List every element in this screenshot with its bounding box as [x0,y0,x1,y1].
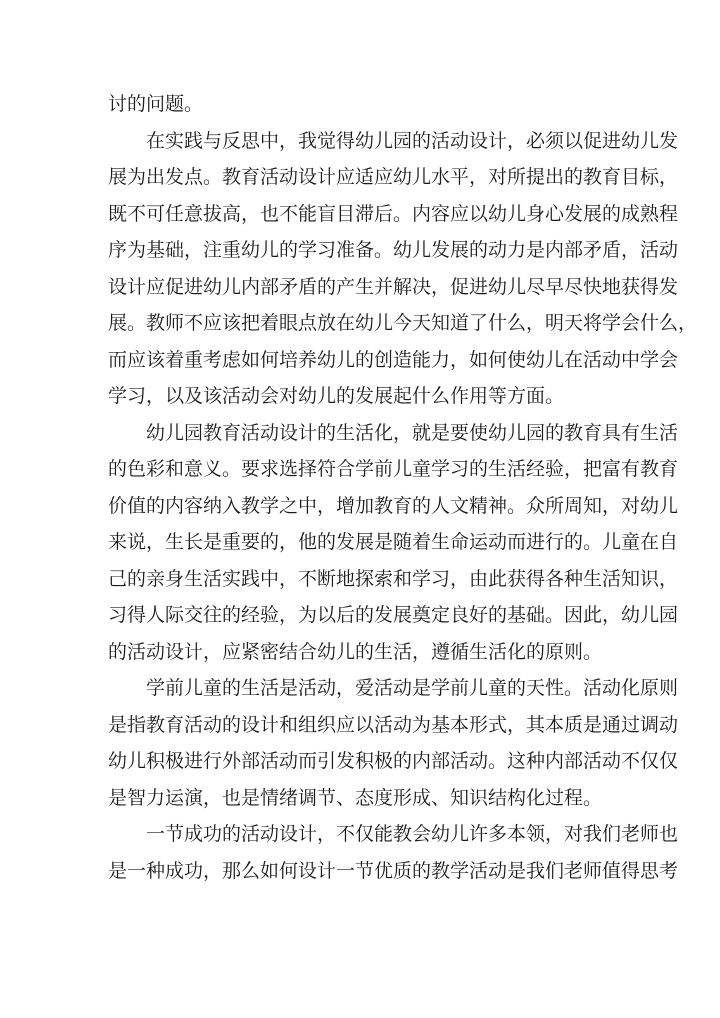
text-line: 学习，以及该活动会对幼儿的发展起什么作用等方面。 [108,385,565,407]
paragraph-first-line: 在实践与反思中，我觉得幼儿园的活动设计，必须以促进幼儿发 [146,129,679,152]
text-line: 展。教师不应该把着眼点放在幼儿今天知道了什么，明天将学会什么， [108,312,698,334]
text-line: 习得人际交往的经验，为以后的发展奠定良好的基础。因此，幼儿园 [108,604,679,626]
text-line: 价值的内容纳入教学之中，增加教育的人文精神。众所周知，对幼儿 [108,494,679,517]
text-line: 序为基础，注重幼儿的学习准备。幼儿发展的动力是内部矛盾，活动 [108,239,679,261]
text-line: 设计应促进幼儿内部矛盾的产生并解决，促进幼儿尽早尽快地获得发 [108,275,679,298]
paragraph-first-line: 学前儿童的生活是活动，爱活动是学前儿童的天性。活动化原则 [146,677,679,699]
paragraph-first-line: 幼儿园教育活动设计的生活化，就是要使幼儿园的教育具有生活 [146,421,679,444]
text-line: 是指教育活动的设计和组织应以活动为基本形式，其本质是通过调动 [108,713,679,736]
text-line: 展为出发点。教育活动设计应适应幼儿水平，对所提出的教育目标， [108,166,679,188]
text-line: 是一种成功，那么如何设计一节优质的教学活动是我们老师值得思考 [108,859,679,882]
text-line: 的色彩和意义。要求选择符合学前儿童学习的生活经验，把富有教育 [108,458,679,480]
text-line: 讨的问题。 [108,93,204,115]
body-text [108,86,698,889]
text-line: 来说，生长是重要的，他的发展是随着生命运动而进行的。儿童在自 [108,531,679,553]
text-line: 是智力运演，也是情绪调节、态度形成、知识结构化过程。 [108,786,603,809]
text-line: 己的亲身生活实践中，不断地探索和学习，由此获得各种生活知识， [108,567,679,590]
paragraph-first-line: 一节成功的活动设计，不仅能教会幼儿许多本领，对我们老师也 [146,823,679,845]
text-line: 幼儿积极进行外部活动而引发积极的内部活动。这种内部活动不仅仅 [108,750,679,772]
text-line: 既不可任意拔高，也不能盲目滞后。内容应以幼儿身心发展的成熟程 [108,202,679,225]
text-line: 而应该着重考虑如何培养幼儿的创造能力，如何使幼儿在活动中学会 [108,348,679,371]
text-line: 的活动设计，应紧密结合幼儿的生活，遵循生活化的原则。 [108,640,603,663]
